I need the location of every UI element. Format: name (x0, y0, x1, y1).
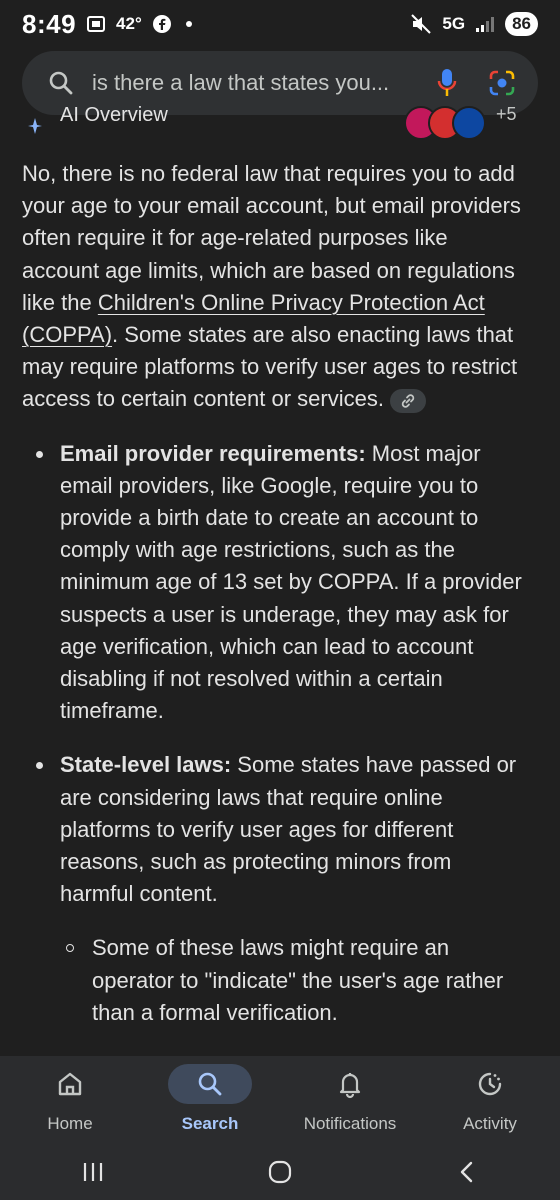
mute-icon (410, 13, 432, 35)
status-bar (0, 0, 560, 48)
bullet-title: State-level laws: (60, 752, 232, 778)
intro-text-continued: . Some states are also enacting laws that may require platforms to verify user ages to restrict access to certain content or services. (22, 322, 518, 412)
sparkle-icon (28, 118, 42, 139)
source-count[interactable]: +5 (496, 104, 517, 124)
back-icon (457, 1160, 477, 1184)
bullet-text: Most major email providers, like Google, require you to provide a birth date to create an account to comply with age restrictions, such as the minimum age of 13 set by COPPA. If a provider suspects a user is underage, they may ask for age verification, which can lead to account disabling if not resolved within a certain timeframe. (60, 440, 522, 724)
search-query[interactable]: is there a law that states you... (92, 70, 390, 95)
signal-icon (475, 15, 495, 33)
bullet-text: Some states have passed or are considering laws that require online platforms to verify user ages for different reasons, such as protecting minors from harmful content. (60, 752, 517, 907)
status-time: 8:49 (22, 8, 77, 39)
link-icon (399, 392, 417, 410)
nav-search-label: Search (181, 1114, 239, 1133)
screenshot-icon (86, 14, 106, 34)
answer-bullets (22, 438, 522, 1084)
coppa-link[interactable]: Children's Online Privacy Protection Act (COPPA) (22, 289, 485, 348)
home-button[interactable] (250, 1159, 310, 1185)
search-icon (168, 1064, 252, 1104)
nav-notifications-label: Notifications (303, 1114, 397, 1133)
ai-overview-content (22, 158, 522, 1105)
nav-activity-label: Activity (463, 1114, 517, 1133)
nav-home[interactable] (0, 1056, 140, 1134)
lens-icon[interactable] (488, 69, 516, 97)
nav-home-label: Home (47, 1114, 93, 1133)
list-item (22, 438, 522, 728)
battery-level: 86 (505, 12, 538, 36)
activity-icon (448, 1064, 532, 1104)
source-link-button[interactable] (390, 389, 426, 413)
status-temperature: 42° (116, 14, 142, 33)
nav-notifications[interactable] (280, 1056, 420, 1134)
bell-icon (308, 1064, 392, 1104)
home-icon (28, 1064, 112, 1104)
system-navigation (0, 1144, 560, 1200)
bottom-navigation (0, 1056, 560, 1144)
recents-button[interactable] (63, 1161, 123, 1183)
ai-overview-header (22, 104, 538, 136)
sub-list-item: Some of these laws might require an operator to "indicate" the user's age rather than a formal verification. (60, 932, 522, 1029)
mic-icon[interactable] (436, 67, 458, 99)
back-button[interactable] (437, 1160, 497, 1184)
source-avatar (452, 106, 486, 140)
answer-intro (22, 158, 522, 416)
network-type: 5G (442, 14, 466, 33)
bullet-title: Email provider requirements: (60, 440, 366, 466)
nav-activity[interactable] (420, 1056, 560, 1134)
notification-dot-icon (186, 21, 192, 27)
source-avatars[interactable] (404, 106, 486, 140)
ai-overview-title: AI Overview (60, 104, 168, 126)
intro-text: No, there is no federal law that requires you to add your age to your email account, but email providers often require it for age-related purposes like account age limits, which are based on regulations like the (22, 161, 521, 315)
recents-icon (81, 1161, 105, 1183)
search-icon (48, 70, 74, 96)
home-circle-icon (267, 1159, 293, 1185)
nav-search[interactable] (140, 1056, 280, 1134)
list-item (22, 749, 522, 1083)
facebook-icon (152, 14, 172, 34)
